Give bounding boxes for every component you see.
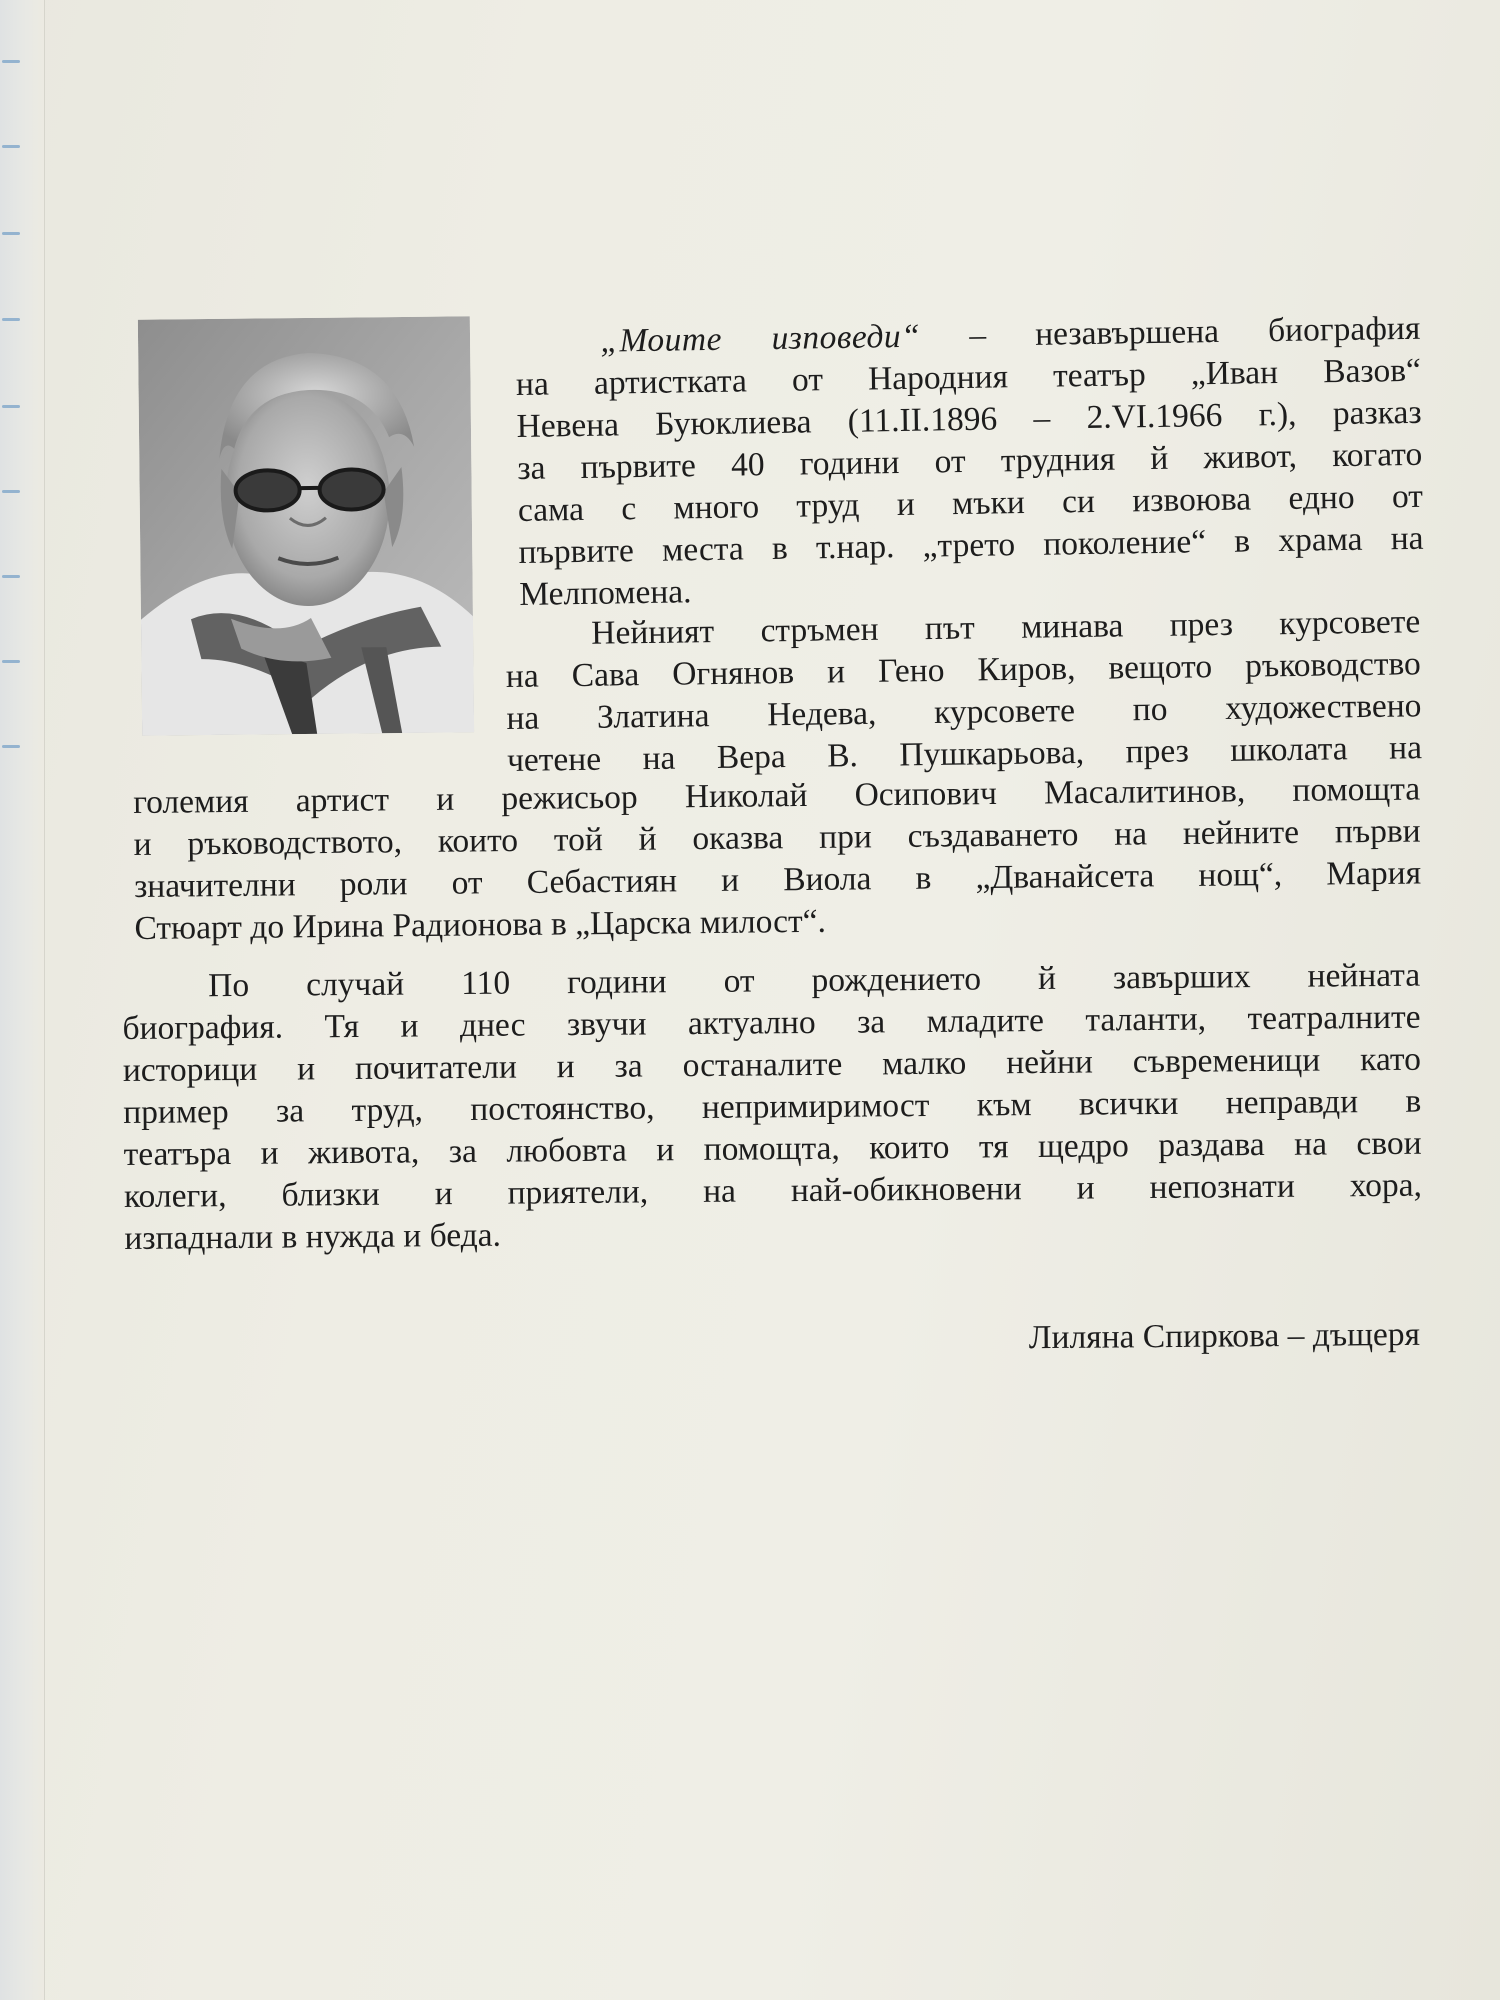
text-line: големия артист и режисьор Николай Осипович Масалитинов, помощта bbox=[133, 770, 1421, 821]
text-line: пример за труд, постоянство, непримиримост към всички неправди в bbox=[123, 1082, 1422, 1131]
text-line: Невена Буюклиева (11.II.1896 – 2.VI.1966 г.), разказ bbox=[516, 393, 1422, 445]
previous-page-edge bbox=[0, 0, 45, 2000]
text-line: театъра и живота, за любовта и помощта, които тя щедро раздава на свои bbox=[123, 1124, 1422, 1173]
book-title: „Моите изповеди“ bbox=[600, 317, 921, 360]
text-line: – незавършена биография bbox=[919, 309, 1421, 355]
text-line: Нейният стръмен път минава през курсовете bbox=[591, 603, 1421, 652]
text-line: първите места в т.нар. „трето поколение“ в храма на bbox=[518, 519, 1424, 571]
paragraph-career-continued bbox=[133, 769, 1422, 950]
text-line: изпаднали в нужда и беда. bbox=[124, 1216, 502, 1257]
text-line: биография. Тя и днес звучи актуално за младите таланти, театралните bbox=[122, 998, 1421, 1047]
text-line: и ръководството, които той й оказва при създаването на нейните първи bbox=[133, 812, 1421, 863]
text-line: сама с много труд и мъки си извоюва едно от bbox=[517, 477, 1424, 529]
text-line: колеги, близки и приятели, на най-обикновени и непознати хора, bbox=[123, 1166, 1423, 1215]
text-line: По случай 110 години от рождението й завърших нейната bbox=[208, 956, 1421, 1005]
text-line: за първите 40 години от трудния й живот, когато bbox=[517, 435, 1423, 487]
text-line: Стюарт до Ирина Радионова в „Царска милост“. bbox=[134, 902, 827, 947]
text-line: на артистката от Народния театър „Иван Вазов“ bbox=[515, 351, 1422, 403]
text-line: значителни роли от Себастиян и Виола в „Дванайсета нощ“, Мария bbox=[133, 854, 1422, 905]
text-line: на Златина Недева, курсовете по художествено bbox=[506, 687, 1422, 737]
text-line: на Сава Огнянов и Гено Киров, вещото ръководство bbox=[505, 645, 1422, 695]
portrait-photo bbox=[138, 316, 474, 735]
paragraph-anniversary bbox=[122, 955, 1423, 1260]
text-line: Мелпомена. bbox=[518, 573, 692, 613]
paragraph-intro bbox=[515, 308, 1425, 616]
paragraph-career-start bbox=[505, 601, 1422, 782]
text-line: четене на Вера В. Пушкарьова, през школата на bbox=[506, 729, 1423, 779]
text-line: историци и почитатели и за останалите малко нейни съвременици като bbox=[122, 1040, 1422, 1089]
signature: Лиляна Спиркова – дъщеря bbox=[1028, 1315, 1421, 1357]
